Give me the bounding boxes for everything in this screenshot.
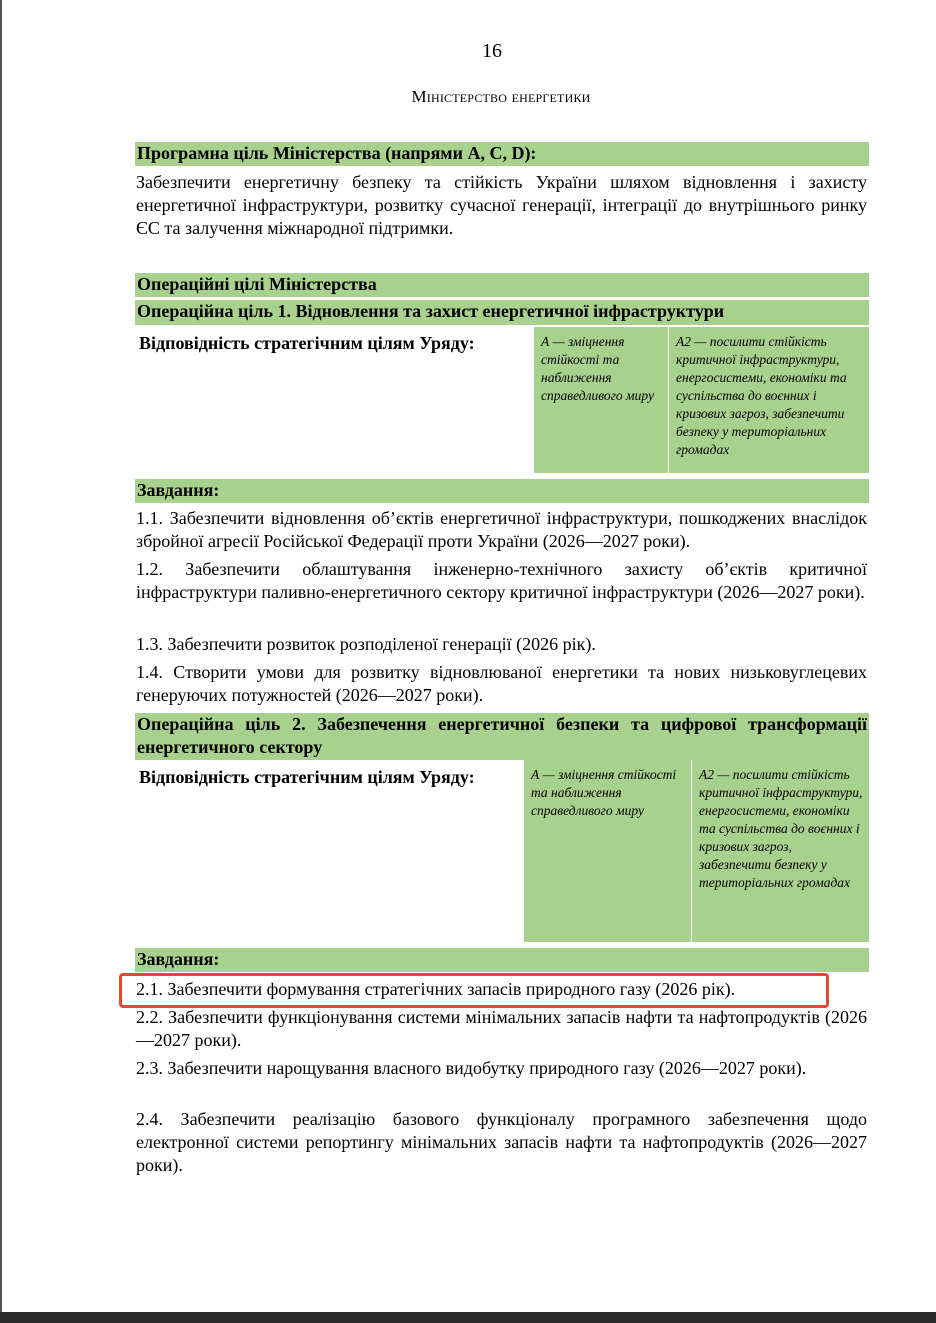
task-2-2: 2.2. Забезпечити функціонування системи мінімальних запасів нафти та нафтопродуктів (2026—2027 роки). [136,1007,867,1050]
goal-2-alignment-label: Відповідність стратегічним цілям Уряду: [139,767,475,787]
goal-1-title: Операційна ціль 1. Відновлення та захист енергетичної інфраструктури [135,300,869,325]
task-2-1: 2.1. Забезпечити формування стратегічних запасів природного газу (2026 рік). [136,979,736,999]
goal-2-alignment-a: А — зміцнення стійкості та наближення справедливого миру [524,760,691,942]
goal-1-alignment-a2: А2 — посилити стійкість критичної інфраструктури, енергосистеми, економіки та суспільства до воєнних і кризових загроз, забезпечити безпеку у територіальних громадах [669,327,869,473]
goal-2-title: Операційна ціль 2. Забезпечення енергетичної безпеки та цифрової трансформації енергетичного сектору [135,713,869,760]
program-goal-text: Забезпечити енергетичну безпеку та стійкість України шляхом відновлення і захисту енергетичної інфраструктури, розвитку сучасної генерації, інтеграції до внутрішнього ринку ЄС та залучення міжнародної підтримки. [136,172,867,238]
task-2-4: 2.4. Забезпечити реалізацію базового функціоналу програмного забезпечення щодо електронної системи репортингу мінімальних запасів нафти та нафтопродуктів (2026—2027 роки). [136,1109,867,1175]
goal-2-tasks-heading: Завдання: [135,948,869,972]
goal-2-alignment-a2: А2 — посилити стійкість критичної інфраструктури, енергосистеми, економіки та суспільства до воєнних і кризових загроз, забезпечити безпеку у територіальних громадах [692,760,869,942]
ministry-header-text: Міністерство енергетики [411,87,591,106]
ministry-header [0,87,936,107]
task-1-4: 1.4. Створити умови для розвитку відновлюваної енергетики та нових низьковуглецевих генеруючих потужностей (2026—2027 роки). [136,662,867,705]
highlight-box [119,973,829,1008]
task-1-1: 1.1. Забезпечити відновлення об’єктів енергетичної інфраструктури, пошкоджених внаслідок збройної агресії Російської Федерації проти України (2026—2027 роки). [136,508,867,551]
program-goal-heading: Програмна ціль Міністерства (напрями А, С, D): [135,142,869,166]
task-1-2: 1.2. Забезпечити облаштування інженерно-технічного захисту об’єктів критичної інфраструктури паливно-енергетичного сектору критичної інфраструктури (2026—2027 роки). [136,559,867,602]
goal-1-tasks-heading: Завдання: [135,479,869,503]
task-2-3: 2.3. Забезпечити нарощування власного видобутку природного газу (2026—2027 роки). [136,1058,807,1078]
page-number: 16 [482,40,502,62]
bottom-bar [0,1312,936,1323]
goal-1-alignment-label: Відповідність стратегічним цілям Уряду: [139,333,475,353]
operational-goals-heading: Операційні цілі Міністерства [135,273,869,297]
page-edge [0,0,2,1323]
task-1-3: 1.3. Забезпечити розвиток розподіленої генерації (2026 рік). [136,634,596,654]
goal-1-alignment-a: А — зміцнення стійкості та наближення справедливого миру [534,327,668,473]
